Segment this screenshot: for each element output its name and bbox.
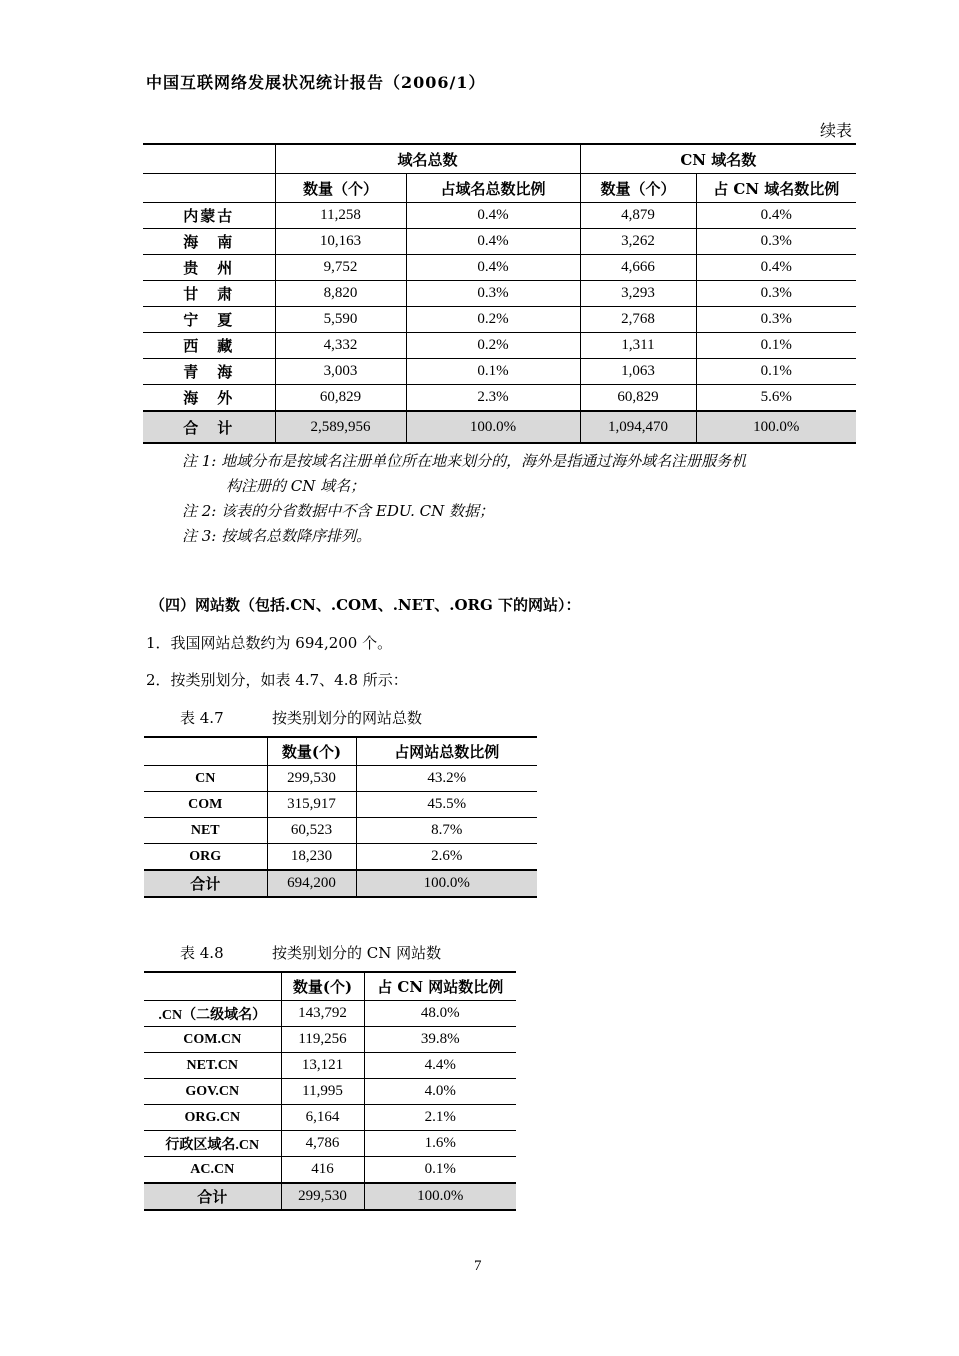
count: 143,792 [281,1001,364,1027]
group-header-cn-domains: CN 域名数 [580,144,856,174]
pct: 4.0% [364,1079,516,1105]
count: 119,256 [281,1027,364,1053]
total-count: 9,752 [275,255,406,281]
paragraph-item-2: 2．按类别划分，如表 4.7、4.8 所示： [146,671,408,689]
count: 13,121 [281,1053,364,1079]
note-2: 注 2: 该表的分省数据中不含 EDU. CN 数据； [182,502,495,520]
table-header-row [144,737,537,766]
type-label: ORG [144,844,267,871]
total-pct: 0.3% [406,281,580,307]
table-row [143,203,856,229]
table-row [144,1001,516,1027]
pct: 45.5% [356,792,537,818]
cn-pct: 0.3% [696,229,856,255]
total-pct: 0.1% [406,359,580,385]
pct: 48.0% [364,1001,516,1027]
cn-pct: 5.6% [696,385,856,412]
total-label: 合计 [144,870,267,897]
type-label: COM.CN [144,1027,281,1053]
cn-count: 4,879 [580,203,696,229]
type-label: NET.CN [144,1053,281,1079]
total-pct: 0.4% [406,255,580,281]
pct: 2.6% [356,844,537,871]
empty-header-cell [144,737,267,766]
count: 315,917 [267,792,356,818]
type-label: COM [144,792,267,818]
table-row [143,333,856,359]
pct: 2.1% [364,1105,516,1131]
table-row [143,385,856,412]
cn-pct: 0.4% [696,255,856,281]
table-row [144,766,537,792]
running-header: 中国互联网络发展状况统计报告（2006/1） [146,73,486,92]
pct: 100.0% [356,870,537,897]
region-label: 贵 州 [143,255,275,281]
table-4-8-caption [180,942,441,963]
count: 299,530 [267,766,356,792]
count: 18,230 [267,844,356,871]
table-total-row [144,1183,516,1210]
count: 4,786 [281,1131,364,1157]
count: 416 [281,1157,364,1184]
empty-header-cell [143,174,275,203]
table-header-row [143,144,856,174]
total-count: 60,829 [275,385,406,412]
caption-number: 表 4.8 [180,944,224,962]
table-4-7 [144,736,537,898]
table-total-row [143,411,856,443]
cn-count: 1,311 [580,333,696,359]
page-number: 7 [474,1258,482,1274]
type-label: NET [144,818,267,844]
count: 60,523 [267,818,356,844]
cn-pct: 0.3% [696,307,856,333]
subheader-count: 数量（个） [275,174,406,203]
type-label: GOV.CN [144,1079,281,1105]
total-count: 5,590 [275,307,406,333]
count: 6,164 [281,1105,364,1131]
pct: 43.2% [356,766,537,792]
table-row [143,307,856,333]
table-4-8 [144,971,516,1211]
type-label: ORG.CN [144,1105,281,1131]
cn-pct: 0.1% [696,333,856,359]
cn-count: 1,063 [580,359,696,385]
header-pct: 占 CN 网站数比例 [364,972,516,1001]
pct: 8.7% [356,818,537,844]
table-total-row [144,870,537,897]
region-label: 海 南 [143,229,275,255]
region-label: 西 藏 [143,333,275,359]
table-row [144,1157,516,1184]
count: 11,995 [281,1079,364,1105]
table-row [143,359,856,385]
empty-header-cell [144,972,281,1001]
table-header-row [144,972,516,1001]
table-row [143,255,856,281]
subheader-cn-count: 数量（个） [580,174,696,203]
section-heading: （四）网站数（包括.CN、.COM、.NET、.ORG 下的网站）： [150,596,581,614]
count: 694,200 [267,870,356,897]
table-row [143,281,856,307]
caption-number: 表 4.7 [180,709,224,727]
subheader-cn-pct: 占 CN 域名数比例 [696,174,856,203]
pct: 1.6% [364,1131,516,1157]
cn-pct: 100.0% [696,411,856,443]
total-pct: 2.3% [406,385,580,412]
note-1-line-2: 构注册的 CN 域名； [226,477,366,495]
region-label: 内蒙古 [143,203,275,229]
total-label: 合计 [144,1183,281,1210]
cn-pct: 0.3% [696,281,856,307]
table-row [144,1053,516,1079]
region-label: 甘 肃 [143,281,275,307]
header-count: 数量(个) [267,737,356,766]
cn-count: 3,293 [580,281,696,307]
table-row [143,229,856,255]
total-pct: 0.4% [406,203,580,229]
header-pct: 占网站总数比例 [356,737,537,766]
total-pct: 0.2% [406,307,580,333]
type-label: 行政区域名.CN [144,1131,281,1157]
region-label: 海 外 [143,385,275,412]
continued-label: 续表 [820,121,853,140]
region-label: 青 海 [143,359,275,385]
cn-count: 4,666 [580,255,696,281]
table-row [144,1027,516,1053]
total-pct: 0.2% [406,333,580,359]
total-pct: 100.0% [406,411,580,443]
table-row [144,1105,516,1131]
pct: 0.1% [364,1157,516,1184]
count: 299,530 [281,1183,364,1210]
group-header-total-domains: 域名总数 [275,144,580,174]
caption-title: 按类别划分的 CN 网站数 [272,944,442,962]
table-row [144,818,537,844]
region-label: 宁 夏 [143,307,275,333]
table-row [144,1079,516,1105]
cn-count: 1,094,470 [580,411,696,443]
total-label: 合 计 [143,411,275,443]
type-label: AC.CN [144,1157,281,1184]
table-row [144,1131,516,1157]
table-row [144,792,537,818]
total-count: 11,258 [275,203,406,229]
paragraph-item-1: 1．我国网站总数约为 694,200 个。 [146,634,393,652]
cn-count: 3,262 [580,229,696,255]
type-label: .CN（二级域名） [144,1001,281,1027]
empty-header-cell [143,144,275,174]
type-label: CN [144,766,267,792]
header-count: 数量(个) [281,972,364,1001]
total-count: 8,820 [275,281,406,307]
total-pct: 0.4% [406,229,580,255]
note-1-line-1: 注 1: 地域分布是按域名注册单位所在地来划分的，海外是指通过海外域名注册服务机 [182,452,747,470]
total-count: 2,589,956 [275,411,406,443]
table-row [144,844,537,871]
region-domain-table [143,143,856,444]
table-subheader-row [143,174,856,203]
pct: 4.4% [364,1053,516,1079]
cn-pct: 0.4% [696,203,856,229]
subheader-total-pct: 占域名总数比例 [406,174,580,203]
pct: 100.0% [364,1183,516,1210]
pct: 39.8% [364,1027,516,1053]
cn-count: 2,768 [580,307,696,333]
note-3: 注 3: 按域名总数降序排列。 [182,527,372,545]
cn-count: 60,829 [580,385,696,412]
cn-pct: 0.1% [696,359,856,385]
total-count: 10,163 [275,229,406,255]
total-count: 4,332 [275,333,406,359]
table-4-7-caption [180,707,422,728]
total-count: 3,003 [275,359,406,385]
caption-title: 按类别划分的网站总数 [272,709,423,727]
